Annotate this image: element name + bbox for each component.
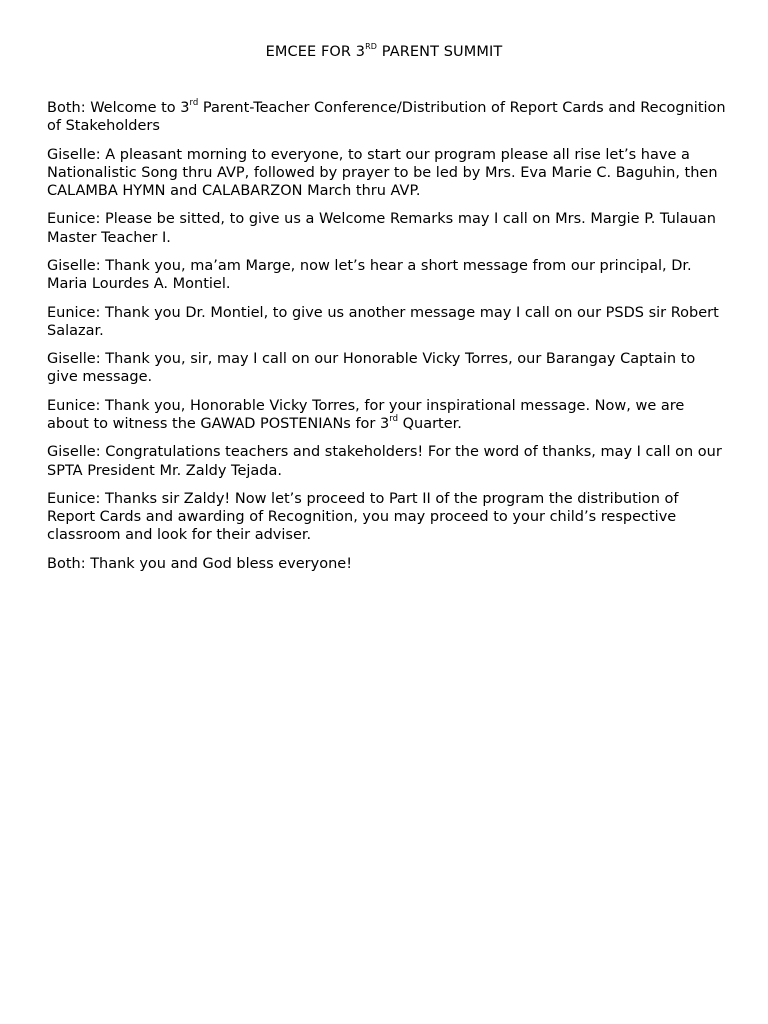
script-line: Giselle: Congratulations teachers and stakeholders! For the word of thanks, may I call on our SPTA President Mr. Zaldy Tejada. [47, 444, 722, 479]
title-text-end: PARENT SUMMIT [377, 44, 503, 60]
title-superscript: RD [365, 42, 378, 52]
script-line: Eunice: Thanks sir Zaldy! Now let’s proceed to Part II of the program the distribution of Report Cards and awarding of Recognition, you may proceed to your child’s respective classroom and look for their adviser. [47, 490, 679, 544]
emcee-script [47, 99, 727, 583]
script-line: Eunice: Thank you Dr. Montiel, to give us another message may I call on our PSDS sir Robert Salazar. [47, 304, 719, 339]
script-line: Giselle: Thank you, ma’am Marge, now let’s hear a short message from our principal, Dr. Maria Lourdes A. Montiel. [47, 257, 692, 293]
document-title [0, 43, 768, 61]
line-text-end: Parent-Teacher Conference/Distribution of Report Cards and Recognition of Stakeholders [47, 100, 726, 135]
script-line-gawad [47, 397, 727, 433]
script-line: Giselle: Thank you, sir, may I call on our Honorable Vicky Torres, our Barangay Captain to give message. [47, 351, 696, 386]
script-line-closing: Both: Thank you and God bless everyone! [47, 555, 353, 572]
line-superscript: rd [389, 414, 398, 425]
script-line: Eunice: Please be sitted, to give us a Welcome Remarks may I call on Mrs. Margie P. Tulauan Master Teacher I. [47, 211, 716, 246]
script-line: Giselle: A pleasant morning to everyone, to start our program please all rise let’s have a Nationalistic Song thru AVP, followed by prayer to be led by Mrs. Eva Marie C. Baguhin, then CALAMBA HYMN and CALABARZON March thru AVP. [47, 146, 718, 199]
title-text-start: EMCEE FOR 3 [265, 44, 366, 60]
line-superscript: rd [189, 98, 199, 109]
line-text-start: Eunice: Thank you, Honorable Vicky Torres, for your inspirational message. Now, we are about to witness the GAWAD POSTENIANs for 3 [47, 397, 685, 432]
line-text-end: Quarter. [397, 415, 462, 432]
line-text-start: Both: Welcome to 3 [47, 100, 190, 116]
script-line-welcome [47, 99, 727, 135]
